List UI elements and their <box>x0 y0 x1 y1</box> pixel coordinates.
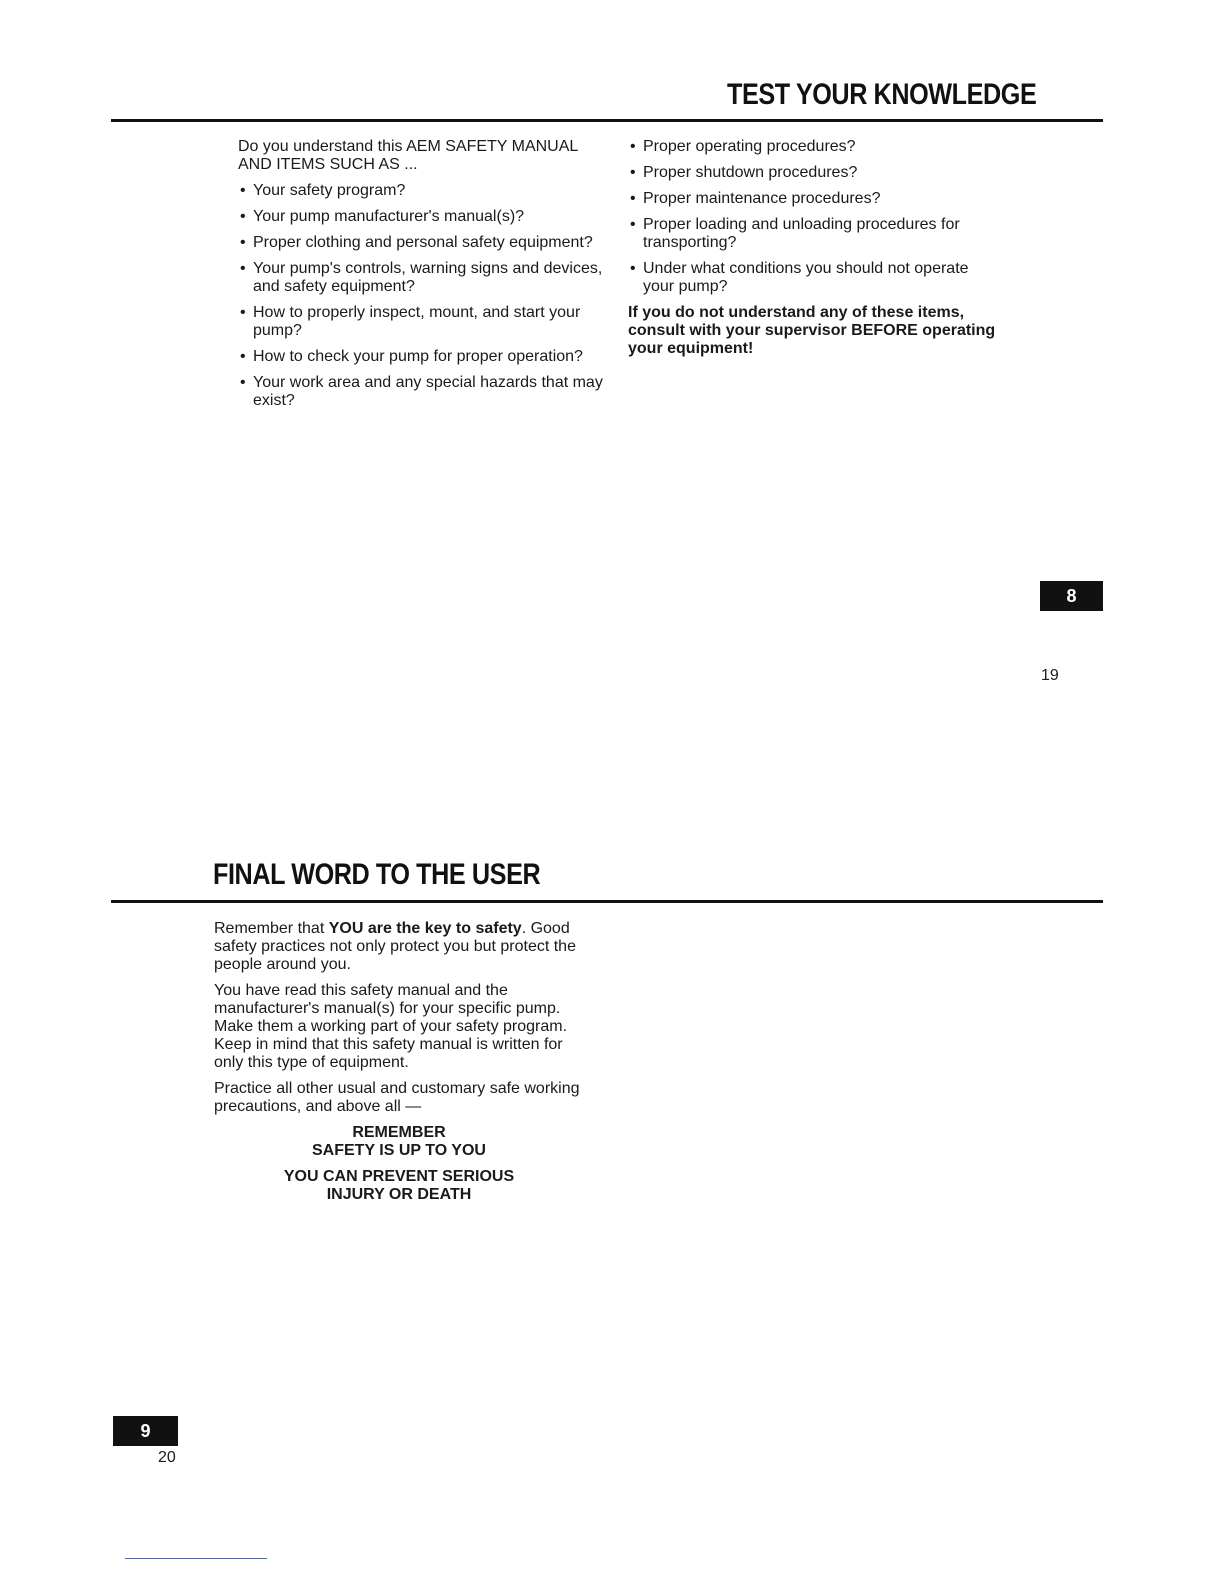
bullet-icon: • <box>630 190 636 207</box>
bullet-icon: • <box>240 348 246 365</box>
list-item: • How to check your pump for proper operation? <box>240 348 583 365</box>
knowledge-column-left <box>238 138 613 418</box>
list-item: • Your pump's controls, warning signs and devices, and safety equipment? <box>240 260 603 295</box>
section-tab-8: 8 <box>1040 581 1103 611</box>
section-divider-top <box>111 119 1103 122</box>
key-to-safety-emphasis: YOU are the key to safety <box>328 920 522 937</box>
list-item: • Proper loading and unloading procedures for transporting? <box>630 216 960 251</box>
final-word-heading: FINAL WORD TO THE USER <box>213 858 541 891</box>
list-item: • Your safety program? <box>240 182 406 199</box>
bullet-icon: • <box>240 260 246 277</box>
test-your-knowledge-heading: TEST YOUR KNOWLEDGE <box>727 78 1037 111</box>
final-paragraph-2: You have read this safety manual and the manufacturer's manual(s) for your specific pump. Make them a working part of your safety program. Keep in mind that this safety manual is written for only this type of equipment. <box>214 982 568 1071</box>
page-number-bottom: 20 <box>158 1449 176 1466</box>
bullet-icon: • <box>240 208 246 225</box>
list-item: • Proper clothing and personal safety equipment? <box>240 234 593 251</box>
list-item: • Proper maintenance procedures? <box>630 190 881 207</box>
final-word-body <box>214 920 594 1212</box>
bullet-icon: • <box>630 216 636 233</box>
knowledge-column-right <box>628 138 1003 366</box>
supervisor-warning: If you do not understand any of these items, consult with your supervisor BEFORE operating your equipment! <box>628 304 996 357</box>
bullet-icon: • <box>630 164 636 181</box>
bullet-icon: • <box>240 374 246 391</box>
remember-callout: REMEMBER SAFETY IS UP TO YOU <box>312 1124 486 1159</box>
prevent-injury-callout: YOU CAN PREVENT SERIOUS INJURY OR DEATH <box>283 1168 515 1203</box>
page-number-top: 19 <box>1041 667 1059 684</box>
list-item: • Proper operating procedures? <box>630 138 856 155</box>
list-item: • Proper shutdown procedures? <box>630 164 858 181</box>
knowledge-list-right <box>628 138 1003 296</box>
final-paragraph-1: Remember that YOU are the key to safety. Good safety practices not only protect you but protect the people around you. <box>214 920 576 973</box>
section-tab-9: 9 <box>113 1416 178 1446</box>
knowledge-list-left <box>238 182 613 410</box>
bullet-icon: • <box>240 234 246 251</box>
list-item: • How to properly inspect, mount, and start your pump? <box>240 304 581 339</box>
section-divider-bottom <box>111 900 1103 903</box>
list-item: • Under what conditions you should not operate your pump? <box>630 260 969 295</box>
list-item: • Your work area and any special hazards that may exist? <box>240 374 603 409</box>
bullet-icon: • <box>630 260 636 277</box>
final-paragraph-3: Practice all other usual and customary safe working precautions, and above all — <box>214 1080 580 1115</box>
footer-line <box>125 1558 267 1559</box>
bullet-icon: • <box>630 138 636 155</box>
bullet-icon: • <box>240 304 246 321</box>
knowledge-intro: Do you understand this AEM SAFETY MANUAL AND ITEMS SUCH AS ... <box>238 138 578 173</box>
bullet-icon: • <box>240 182 246 199</box>
list-item: • Your pump manufacturer's manual(s)? <box>240 208 525 225</box>
